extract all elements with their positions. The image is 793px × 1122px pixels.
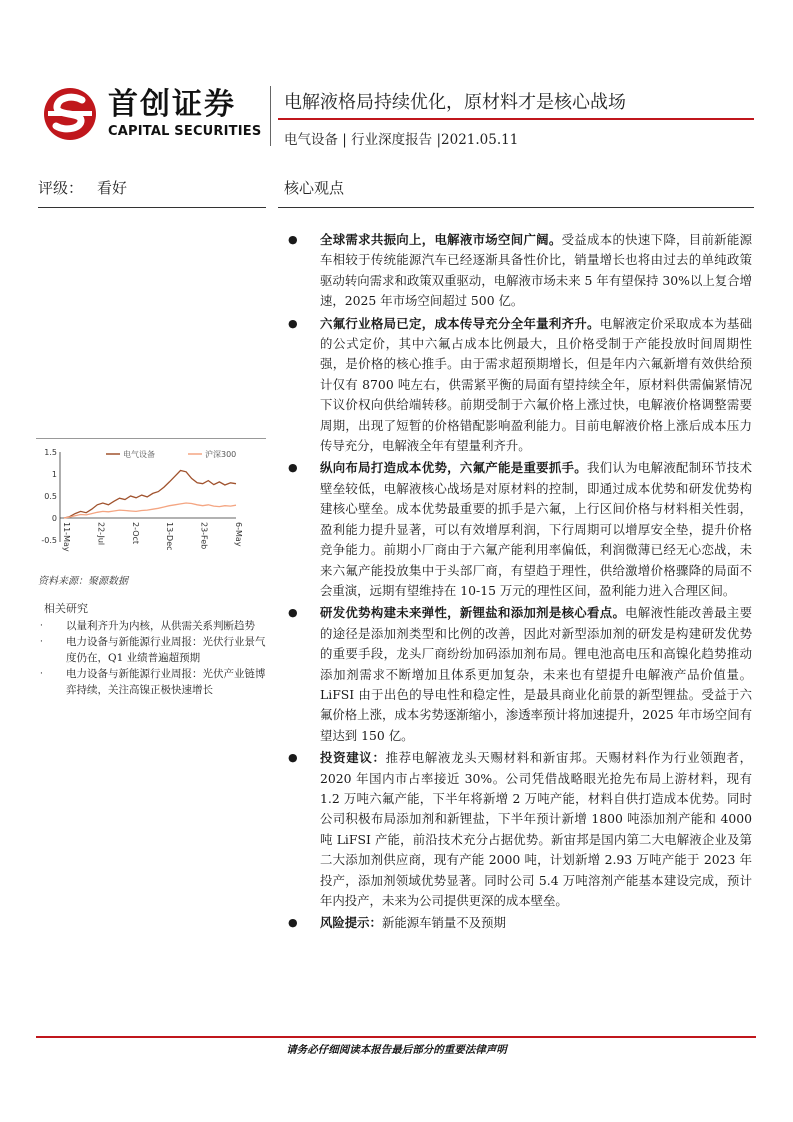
core-view-body: 受益成本的快速下降，目前新能源车相较于传统能源汽车已经逐渐具备性价比，销量增长也将由过去的单纯政策驱动转向需求和政策双重驱动，电解液市场未来 5 年有望保持 30%以上复合增速，2025 年市场空间超过 500 亿。 <box>320 232 753 309</box>
related-research-item[interactable] <box>40 666 266 698</box>
capital-securities-logo-icon <box>42 86 102 142</box>
x-tick-label: 6-May <box>234 522 243 547</box>
y-tick-label: 0 <box>51 514 57 523</box>
series-line-sector <box>64 471 236 519</box>
report-subtitle <box>284 128 518 148</box>
sector-label: 电气设备 <box>284 132 338 148</box>
related-research-list <box>40 618 266 698</box>
core-view-headline: 风险提示： <box>320 915 382 931</box>
rating-label: 评级： <box>38 179 84 197</box>
title-underline <box>278 118 754 120</box>
logo-chinese-name: 首创证券 <box>108 87 236 122</box>
related-research-heading: 相关研究 <box>44 602 88 615</box>
bullet-dot-icon: ● <box>288 916 298 930</box>
bullet-icon: · <box>40 669 43 679</box>
y-tick-label: -0.5 <box>41 536 57 545</box>
core-view-headline: 研发优势构建未来弹性，新锂盐和添加剂是核心看点。 <box>320 605 626 621</box>
core-view-headline: 投资建议： <box>320 750 386 766</box>
x-tick-label: 23-Feb <box>199 522 209 550</box>
x-tick-label: 11-May <box>62 522 71 552</box>
related-research-text: 以量利齐升为内核，从供需关系判断趋势 <box>66 620 255 632</box>
bullet-icon: · <box>40 621 43 631</box>
bullet-icon: · <box>40 637 43 647</box>
core-views-list <box>288 230 752 936</box>
related-research-item[interactable] <box>40 618 266 634</box>
subtitle-sep: | <box>436 132 442 148</box>
legal-notice-footer: 请务必仔细阅读本报告最后部分的重要法律声明 <box>286 1044 507 1056</box>
bullet-dot-icon: ● <box>288 461 298 475</box>
core-view-headline: 全球需求共振向上，电解液市场空间广阔。 <box>320 232 562 247</box>
bullet-dot-icon: ● <box>288 606 298 620</box>
rating <box>38 177 127 198</box>
x-tick-label: 13-Dec <box>165 522 175 551</box>
core-view-item <box>288 603 752 746</box>
core-view-body: 新能源车销量不及预期 <box>381 915 506 931</box>
sector-vs-index-chart <box>36 440 266 566</box>
core-view-headline: 纵向布局打造成本优势，六氟产能是重要抓手。 <box>320 460 588 476</box>
core-view-item <box>288 458 752 601</box>
core-view-headline: 六氟行业格局已定，成本传导充分全年量利齐升。 <box>320 315 600 331</box>
x-tick-label: 2-Oct <box>130 522 140 545</box>
core-view-item <box>288 748 752 911</box>
core-view-body: 推荐电解液龙头天赐材料和新宙邦。天赐材料作为行业领跑者，2020 年国内市占率接近 30%。公司凭借战略眼光抢先布局上游材料，现有 1.2 万吨六氟产能，下半年将新增 2 万吨产能，材料自供打造成本优势。同时公司积极布局添加剂和新锂盐，下半年预计新增 1800 吨添加剂产能和 4000 吨 LiFSI 产能，前沿技术充分占据优势。新宙邦是国内第二大电解液企业及第二大添加剂供应商，现有产能 2000 吨，计划新增 2.93 万吨产能于 2023 年投产，添加剂领域优势显著。同时公司 5.4 万吨溶剂产能基本建设完成，预计年内投产，未来为公司提供更深的成本壁垒。 <box>320 750 753 908</box>
related-research-text: 电力设备与新能源行业周报：光伏产业链博弈持续，关注高镍正极快速增长 <box>66 668 266 696</box>
core-view-item <box>288 913 752 933</box>
bullet-dot-icon: ● <box>288 316 298 330</box>
chart-top-rule <box>36 438 266 439</box>
chart-source: 资料来源：聚源数据 <box>38 576 128 587</box>
bullet-dot-icon: ● <box>288 233 298 246</box>
company-logo <box>42 86 264 142</box>
core-view-item <box>288 314 752 457</box>
y-tick-label: 1 <box>51 470 57 479</box>
report-title: 电解液格局持续优化，原材料才是核心战场 <box>284 92 626 113</box>
left-column-rule <box>38 207 266 208</box>
report-date: 2021.05.11 <box>441 132 519 148</box>
header-divider <box>270 86 271 146</box>
legend-label: 沪深300 <box>205 450 237 459</box>
rating-value: 看好 <box>97 179 128 197</box>
core-view-item <box>288 230 752 312</box>
related-research-item[interactable] <box>40 634 266 666</box>
right-column-rule <box>278 207 754 208</box>
y-tick-label: 0.5 <box>44 492 57 501</box>
core-view-body: 电解液性能改善最主要的途径是添加剂类型和比例的改善，因此对新型添加剂的研发是构建研发优势的重要手段，龙头厂商纷纷加码添加剂布局。锂电池高电压和高镍化趋势推动添加剂需求不断增加且体系更加复杂，未来也有望提升电解液产品价值量。LiFSI 由于出色的导电性和稳定性，是最具商业化前景的新型锂盐。受益于六氟价格上涨，成本劣势逐渐缩小，渗透率预计将加速提升，2025 年市场空间有望达到 150 亿。 <box>320 605 753 743</box>
subtitle-sep: | <box>342 132 347 148</box>
core-view-body: 我们认为电解液配制环节技术壁垒较低，电解液核心战场是对原材料的控制，即通过成本优势和研发优势构建核心壁垒。成本优势最重要的抓手是六氟，上行区间价格与材料相关性弱，盈利能力提升显著，可以有效增厚利润，下行周期可以增厚安全垫，提升价格竞争能力。前期小厂商由于六氟产能利用率偏低，利润微薄已经无心恋战，未来六氟产能投放集中于头部厂商，有望趋于理性，供给激增价格骤降的局面不会重演，远期有望维持在 10-15 万元的理性区间，盈利能力进入合理区间。 <box>320 460 753 598</box>
report-type-label: 行业深度报告 <box>351 132 433 148</box>
related-research-text: 电力设备与新能源行业周报：光伏行业景气度仍在，Q1 业绩普遍超预期 <box>66 636 266 664</box>
core-view-body: 电解液定价采取成本为基础的公式定价，其中六氟占成本比例最大，且价格受制于产能投放时间周期性强，是价格的核心推手。由于需求超预期增长，但是年内六氟新增有效供给预计仅有 8700 吨左右，供需紧平衡的局面有望持续全年，原材料供需偏紧情况下议价权向供给端转移。前期受制于六氟价格上涨过快，电解液价格调整需要周期，出现了短暂的价格错配影响盈利能力。目前电解液价格上涨后成本压力传导充分，电解液全年有望量利齐升。 <box>320 315 753 454</box>
footer-rule <box>36 1036 756 1038</box>
x-tick-label: 22-Jul <box>96 522 106 546</box>
core-views-heading: 核心观点 <box>284 179 345 197</box>
legend-label: 电气设备 <box>123 450 155 459</box>
y-tick-label: 1.5 <box>44 448 57 457</box>
bullet-dot-icon: ● <box>288 751 298 765</box>
logo-english-name: CAPITAL SECURITIES <box>108 124 262 139</box>
